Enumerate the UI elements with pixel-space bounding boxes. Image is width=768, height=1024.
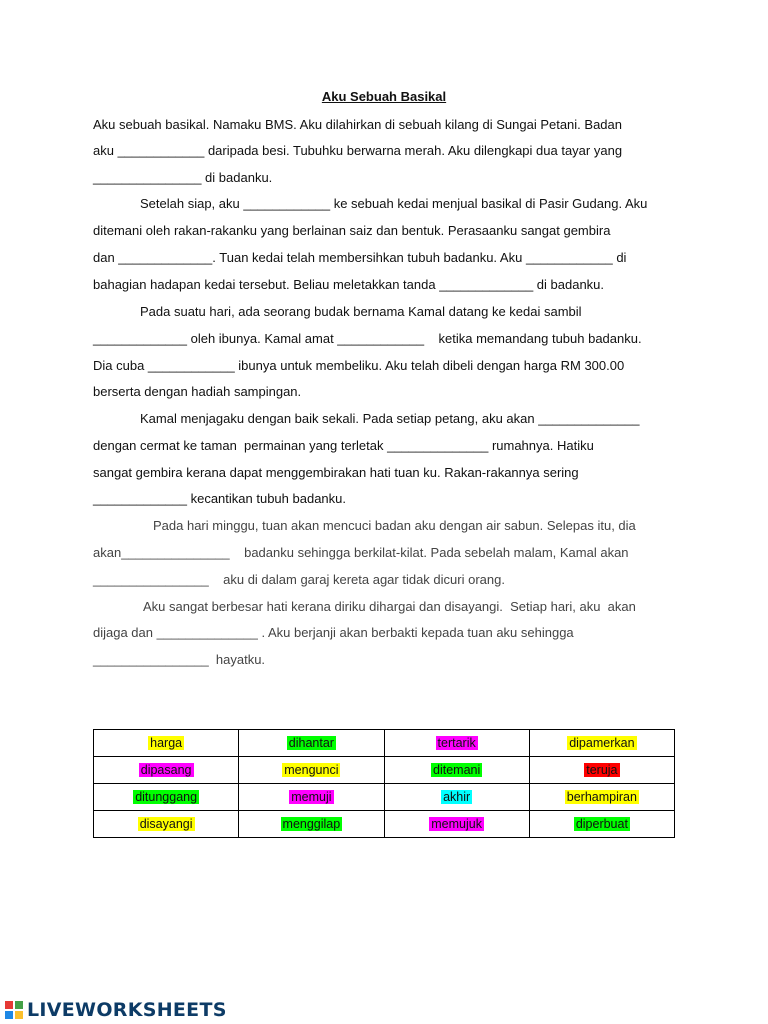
liveworksheets-footer[interactable] [5, 997, 227, 1023]
liveworksheets-logo-icon [5, 1001, 23, 1019]
passage-line: ditemani oleh rakan-rakanku yang berlainan saiz dan bentuk. Perasaanku sangat gembira [93, 223, 611, 238]
word-disayangi: disayangi [139, 817, 193, 831]
passage-line: dengan cermat ke taman permainan yang terletak ______________ rumahnya. Hatiku [93, 438, 594, 453]
word-dipamerkan: dipamerkan [569, 736, 635, 750]
word-teruja: teruja [586, 763, 618, 777]
passage-line: berserta dengan hadiah sampingan. [93, 384, 302, 399]
passage-line: ________________ aku di dalam garaj kereta agar tidak dicuri orang. [93, 572, 505, 587]
passage-line: Dia cuba ____________ ibunya untuk membeliku. Aku telah dibeli dengan harga RM 300.00 [93, 358, 625, 373]
word-bank-cell [94, 757, 239, 784]
word-bank-cell [239, 784, 384, 811]
word-harga: harga [150, 736, 183, 750]
passage-line: _____________ oleh ibunya. Kamal amat ____________ ketika memandang tubuh badanku. [93, 331, 642, 346]
passage-line: aku ____________ daripada besi. Tubuhku berwarna merah. Aku dilengkapi dua tayar yang [93, 143, 623, 158]
passage-line: Pada hari minggu, tuan akan mencuci badan aku dengan air sabun. Selepas itu, dia [153, 518, 636, 533]
passage-line: Aku sebuah basikal. Namaku BMS. Aku dilahirkan di sebuah kilang di Sungai Petani. Badan [93, 117, 622, 132]
word-dipasang: dipasang [140, 763, 192, 777]
word-bank-cell [384, 730, 529, 757]
word-dihantar: dihantar [288, 736, 334, 750]
liveworksheets-brand: LIVEWORKSHEETS [27, 999, 227, 1021]
passage-line: ________________ hayatku. [93, 652, 266, 667]
worksheet-title: Aku Sebuah Basikal [321, 89, 447, 104]
word-bank-row [94, 730, 675, 757]
word-bank-row [94, 784, 675, 811]
word-bank-cell [239, 730, 384, 757]
word-memuji: memuji [291, 790, 332, 804]
word-bank-cell [384, 757, 529, 784]
passage-line: _____________ kecantikan tubuh badanku. [93, 491, 346, 506]
word-memujuk: memujuk [431, 817, 482, 831]
word-ditunggang: ditunggang [135, 790, 198, 804]
word-bank-cell [384, 784, 529, 811]
passage-line: Setelah siap, aku ____________ ke sebuah kedai menjual basikal di Pasir Gudang. Aku [140, 196, 648, 211]
word-ditemani: ditemani [433, 763, 481, 777]
word-akhir: akhir [443, 790, 471, 804]
word-bank-cell [94, 730, 239, 757]
passage-line: bahagian hadapan kedai tersebut. Beliau meletakkan tanda _____________ di badanku. [93, 277, 605, 292]
word-bank-cell [94, 784, 239, 811]
passage-line: _______________ di badanku. [93, 170, 273, 185]
word-bank-cell [94, 811, 239, 838]
word-bank-cell [239, 757, 384, 784]
passage-line: Pada suatu hari, ada seorang budak bernama Kamal datang ke kedai sambil [140, 304, 582, 319]
word-bank-row [94, 757, 675, 784]
word-mengunci: mengunci [284, 763, 339, 777]
word-bank-cell [384, 811, 529, 838]
word-bank-cell [529, 730, 674, 757]
passage-line: dijaga dan ______________ . Aku berjanji akan berbakti kepada tuan aku sehingga [93, 625, 574, 640]
passage-line: dan _____________. Tuan kedai telah membersihkan tubuh badanku. Aku ____________ di [93, 250, 627, 265]
word-bank-cell [239, 811, 384, 838]
word-diperbuat: diperbuat [575, 817, 628, 831]
passage-line: sangat gembira kerana dapat menggembirakan hati tuan ku. Rakan-rakannya sering [93, 465, 579, 480]
passage-line: Kamal menjagaku dengan baik sekali. Pada setiap petang, aku akan ______________ [140, 411, 640, 426]
word-bank-table [93, 729, 675, 838]
word-bank-cell [529, 757, 674, 784]
word-menggilap: menggilap [282, 817, 341, 831]
word-bank-cell [529, 784, 674, 811]
word-berhampiran: berhampiran [566, 790, 637, 804]
word-tertarik: tertarik [437, 736, 476, 750]
word-bank-cell [529, 811, 674, 838]
word-bank-row [94, 811, 675, 838]
passage-line: akan_______________ badanku sehingga berkilat-kilat. Pada sebelah malam, Kamal akan [93, 545, 629, 560]
passage-line: Aku sangat berbesar hati kerana diriku dihargai dan disayangi. Setiap hari, aku akan [143, 599, 636, 614]
